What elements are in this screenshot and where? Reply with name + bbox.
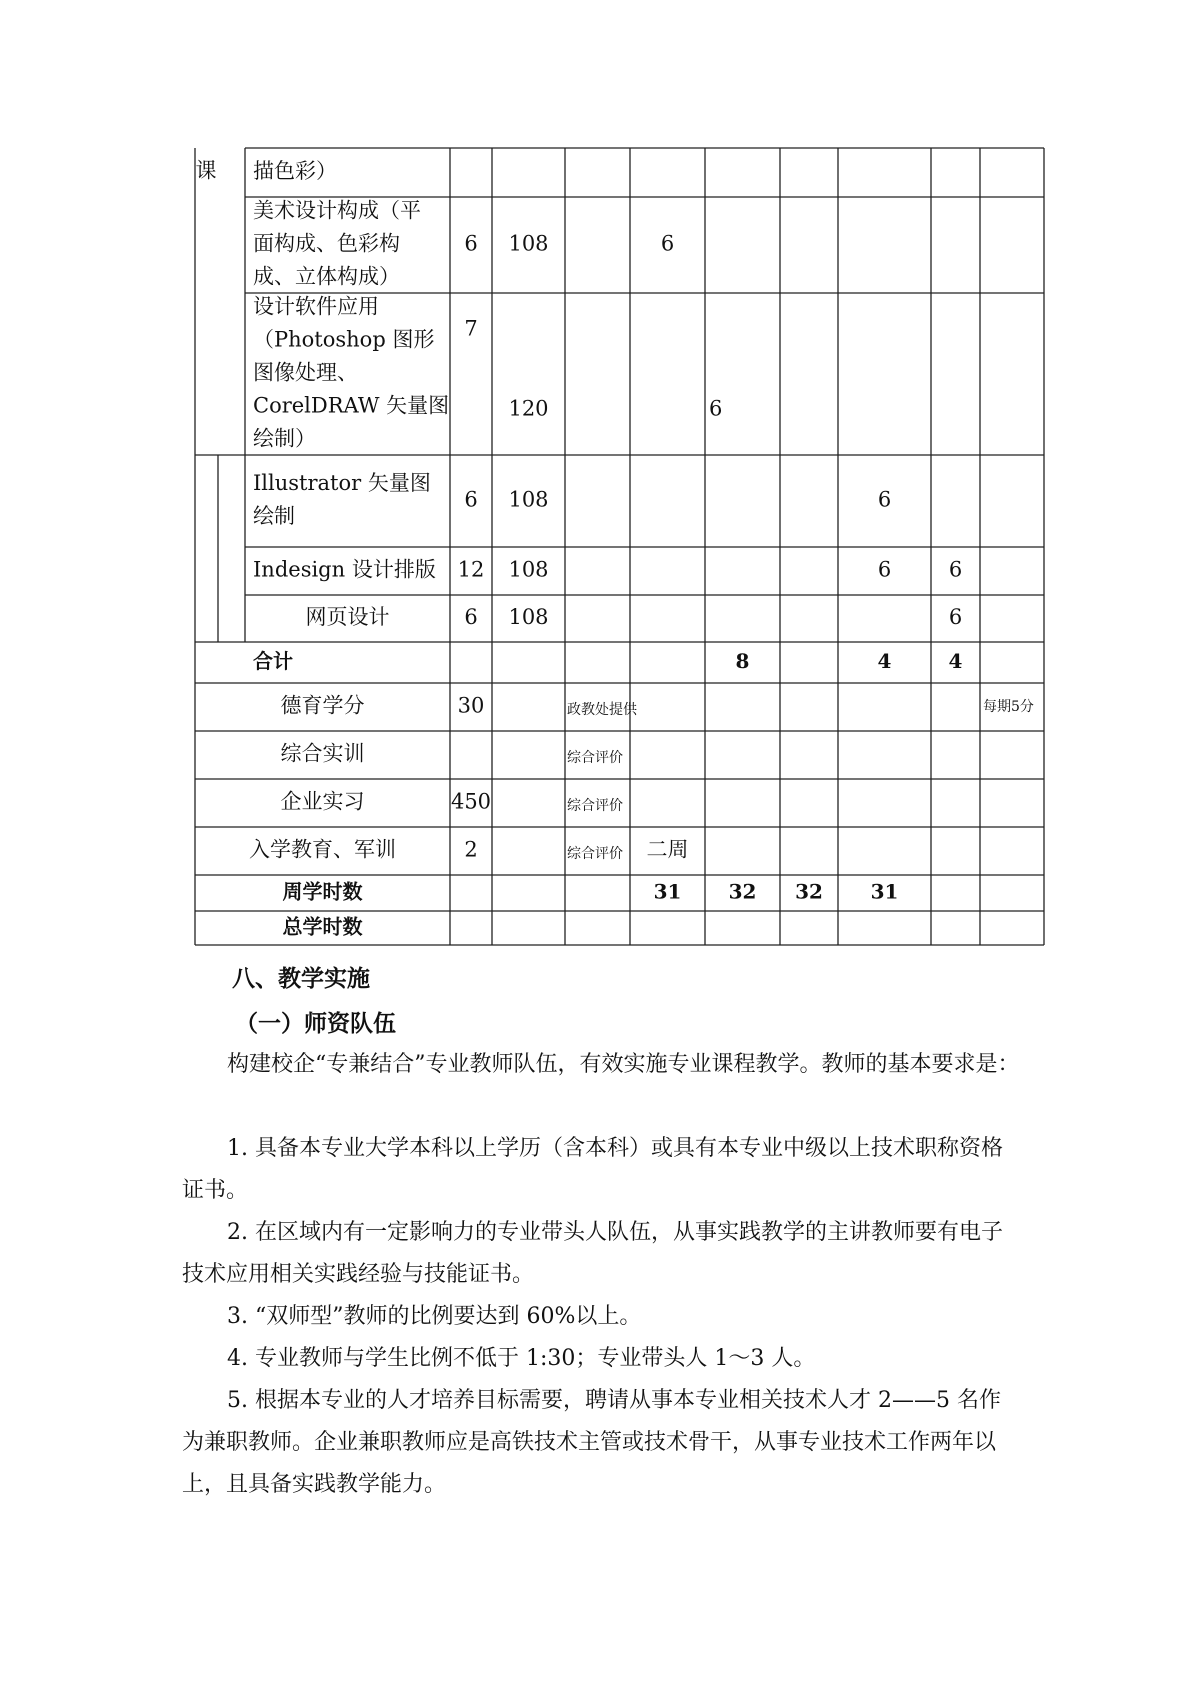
- table-cell-course: 总学时数: [282, 914, 363, 939]
- table-cell-course: 图像处理、: [253, 360, 358, 385]
- table-cell-hours: 108: [508, 487, 549, 512]
- table-cell-semester: 6: [877, 557, 892, 582]
- table-cell-hours: 120: [508, 396, 549, 421]
- paragraph-item-1: 1. 具备本专业大学本科以上学历（含本科）或具有本专业中级以上技术职称资格证书。: [182, 1136, 1003, 1203]
- table-cell-semester: 8: [735, 649, 750, 673]
- table-cell-credits: 2: [464, 837, 478, 862]
- table-cell-course: 合计: [253, 649, 293, 673]
- table-cell-course: 描色彩）: [253, 159, 337, 183]
- table-cell-course: 入学教育、军训: [249, 837, 396, 862]
- table-cell-semester: 6: [877, 487, 892, 512]
- table-cell-course: 网页设计: [305, 605, 390, 629]
- table-cell-credits: 12: [457, 557, 485, 582]
- table-cell-course: 成、立体构成）: [253, 264, 400, 289]
- table-cell-assessment: 政教处提供: [567, 702, 637, 718]
- table-cell-course: Illustrator 矢量图: [253, 471, 431, 495]
- table-cell-course: CorelDRAW 矢量图: [253, 393, 450, 418]
- table-cell-credits: 7: [464, 316, 478, 341]
- table-cell-semester: 6: [660, 231, 675, 256]
- table-cell-credits: 450: [450, 789, 492, 814]
- side-category-label: 课: [195, 158, 217, 183]
- table-cell-course: 绘制）: [253, 426, 316, 451]
- table-cell-course: 设计软件应用: [253, 294, 379, 319]
- table-cell-credits: 6: [464, 605, 478, 629]
- table-cell-course: 绘制: [253, 504, 295, 528]
- table-cell-note: 每期5分: [983, 699, 1034, 715]
- table-cell-hours: 108: [508, 557, 549, 582]
- table-cell-semester: 32: [728, 879, 757, 904]
- table-cell-course: 面构成、色彩构: [253, 231, 400, 256]
- table-cell-semester: 6: [948, 557, 963, 582]
- table-cell-course: 德育学分: [280, 693, 365, 718]
- table-cell-semester: 二周: [646, 837, 689, 862]
- subsection-heading: （一）师资队伍: [235, 1010, 396, 1037]
- section-heading: 八、教学实施: [232, 965, 370, 992]
- table-cell-semester: 6: [709, 396, 723, 421]
- table-cell-course: 美术设计构成（平: [253, 198, 421, 223]
- table-cell-semester: 31: [870, 879, 899, 904]
- table-cell-course: 企业实习: [280, 789, 365, 814]
- paragraph-item-3: 3. “双师型”教师的比例要达到 60%以上。: [227, 1304, 642, 1329]
- table-cell-semester: 6: [948, 605, 963, 629]
- paragraph-item-4: 4. 专业教师与学生比例不低于 1:30；专业带头人 1～3 人。: [227, 1346, 816, 1371]
- table-cell-assessment: 综合评价: [567, 798, 623, 814]
- paragraph-intro: 构建校企“专兼结合”专业教师队伍，有效实施专业课程教学。教师的基本要求是：: [227, 1052, 1020, 1077]
- table-cell-semester: 32: [795, 879, 823, 904]
- paragraph-item-5: 5. 根据本专业的人才培养目标需要，聘请从事本专业相关技术人才 2——5 名作为兼职教师。企业兼职教师应是高铁技术主管或技术骨干，从事专业技术工作两年以上，且具备实践教学能力。: [182, 1388, 1001, 1497]
- table-cell-hours: 108: [508, 231, 549, 256]
- table-cell-course: 综合实训: [280, 741, 365, 766]
- table-cell-semester: 4: [948, 649, 963, 673]
- table-cell-course: Indesign 设计排版: [253, 557, 436, 582]
- table-cell-hours: 108: [508, 605, 549, 629]
- table-cell-credits: 6: [464, 231, 478, 256]
- table-cell-assessment: 综合评价: [567, 750, 623, 766]
- table-cell-course: （Photoshop 图形: [253, 327, 435, 352]
- table-cell-semester: 4: [877, 649, 892, 673]
- table-cell-credits: 6: [464, 487, 478, 512]
- table-cell-assessment: 综合评价: [567, 846, 623, 862]
- table-cell-semester: 31: [653, 879, 682, 904]
- table-cell-course: 周学时数: [282, 879, 363, 904]
- table-cell-credits: 30: [457, 693, 485, 718]
- paragraph-item-2: 2. 在区域内有一定影响力的专业带头人队伍，从事实践教学的主讲教师要有电子技术应用相关实践经验与技能证书。: [182, 1220, 1003, 1287]
